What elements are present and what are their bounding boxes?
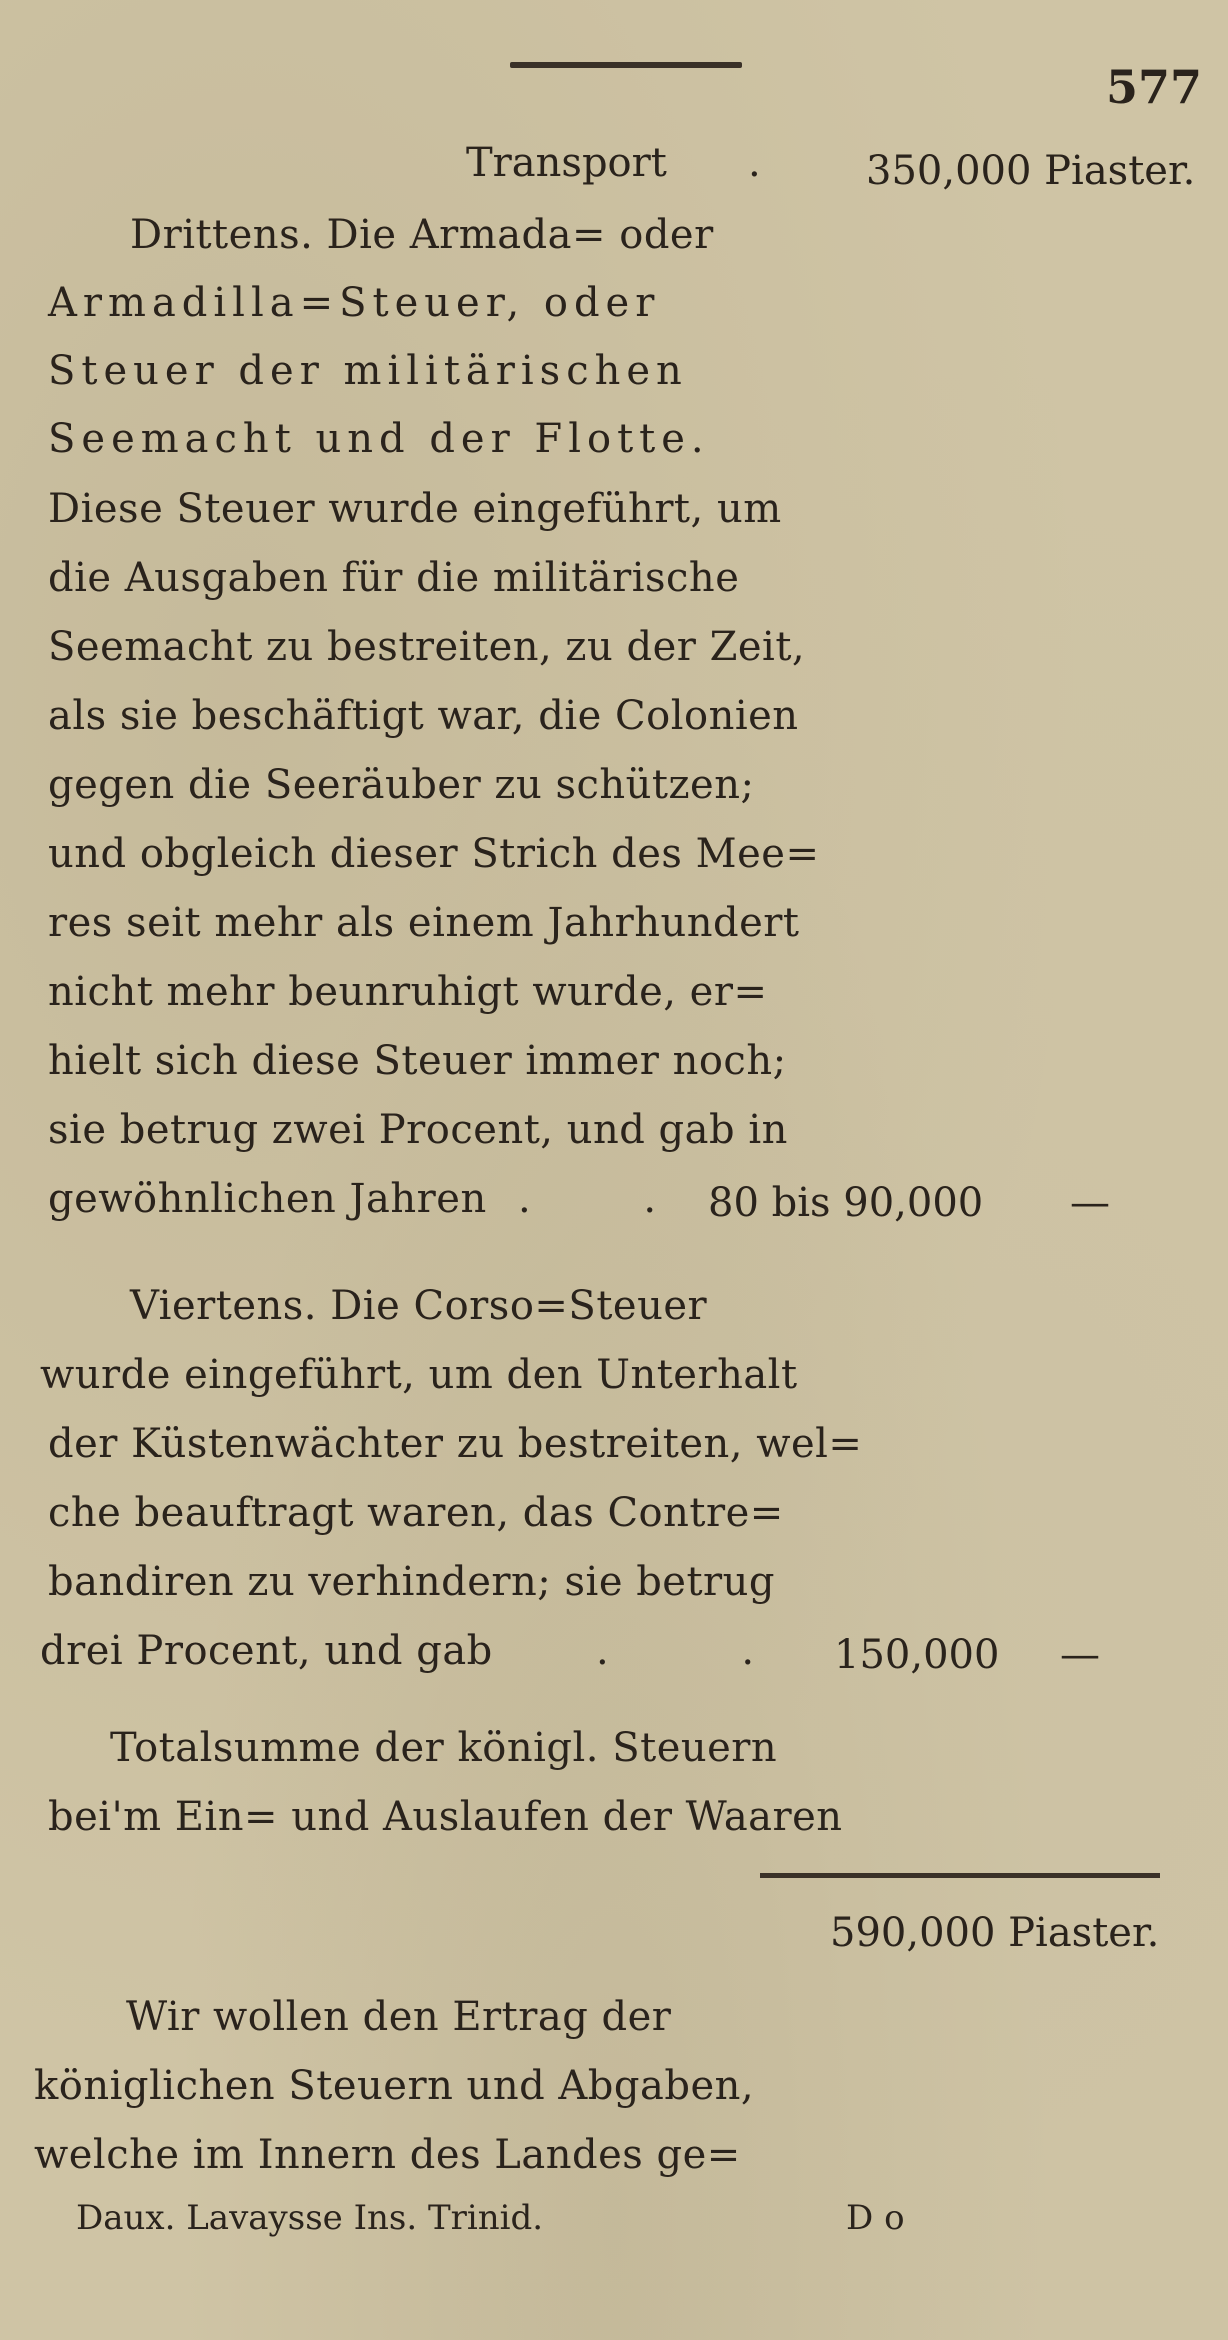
drittens-line-6: die Ausgaben für die militärische bbox=[48, 555, 740, 601]
drittens-line-8: als sie beschäftigt war, die Colonien bbox=[48, 693, 799, 739]
sum-rule bbox=[760, 1873, 1160, 1878]
drittens-line-14: sie betrug zwei Procent, und gab in bbox=[48, 1107, 788, 1153]
drittens-line-15: gewöhnlichen Jahren bbox=[48, 1176, 487, 1222]
footer-catchword: D o bbox=[846, 2198, 905, 2238]
closing-line-3: welche im Innern des Landes ge= bbox=[34, 2132, 741, 2178]
drittens-dash: — bbox=[1070, 1180, 1110, 1226]
drittens-amount: 80 bis 90,000 bbox=[708, 1180, 984, 1226]
viertens-amount: 150,000 bbox=[834, 1632, 1000, 1678]
closing-line-1: Wir wollen den Ertrag der bbox=[126, 1994, 672, 2040]
drittens-line-5: Diese Steuer wurde eingeführt, um bbox=[48, 486, 782, 532]
viertens-line-5: bandiren zu verhindern; sie betrug bbox=[48, 1559, 776, 1605]
viertens-line-2: wurde eingeführt, um den Unterhalt bbox=[40, 1352, 798, 1398]
drittens-line-11: res seit mehr als einem Jahrhundert bbox=[48, 900, 800, 946]
viertens-line-3: der Küstenwächter zu bestreiten, wel= bbox=[48, 1421, 863, 1467]
viertens-line-1: Viertens. Die Corso=Steuer bbox=[130, 1283, 708, 1329]
drittens-line-10: und obgleich dieser Strich des Mee= bbox=[48, 831, 820, 877]
drittens-dots: . . bbox=[518, 1176, 707, 1222]
viertens-line-6: drei Procent, und gab bbox=[40, 1628, 493, 1674]
footer-signature: Daux. Lavaysse Ins. Trinid. bbox=[76, 2198, 544, 2238]
total-amount: 590,000 Piaster. bbox=[830, 1910, 1160, 1956]
drittens-line-12: nicht mehr beunruhigt wurde, er= bbox=[48, 969, 768, 1015]
drittens-line-3: Steuer der militärischen bbox=[48, 348, 688, 394]
header-rule bbox=[510, 62, 742, 68]
drittens-line-7: Seemacht zu bestreiten, zu der Zeit, bbox=[48, 624, 806, 670]
drittens-line-4: Seemacht und der Flotte. bbox=[48, 416, 710, 462]
viertens-dash: — bbox=[1060, 1632, 1100, 1678]
page-number: 577 bbox=[1105, 60, 1202, 114]
closing-line-2: königlichen Steuern und Abgaben, bbox=[34, 2063, 755, 2109]
transport-dot: . bbox=[748, 140, 761, 186]
viertens-dots: . . bbox=[596, 1628, 815, 1674]
viertens-line-4: che beauftragt waren, das Contre= bbox=[48, 1490, 784, 1536]
drittens-line-2: Armadilla=Steuer, oder bbox=[48, 280, 661, 326]
transport-amount: 350,000 Piaster. bbox=[866, 148, 1196, 194]
transport-label: Transport bbox=[466, 140, 667, 186]
drittens-line-13: hielt sich diese Steuer immer noch; bbox=[48, 1038, 787, 1084]
total-line-1: Totalsumme der königl. Steuern bbox=[110, 1725, 778, 1771]
drittens-line-1: Drittens. Die Armada= oder bbox=[130, 212, 714, 258]
total-line-2: bei'm Ein= und Auslaufen der Waaren bbox=[48, 1794, 843, 1840]
drittens-line-9: gegen die Seeräuber zu schützen; bbox=[48, 762, 755, 808]
